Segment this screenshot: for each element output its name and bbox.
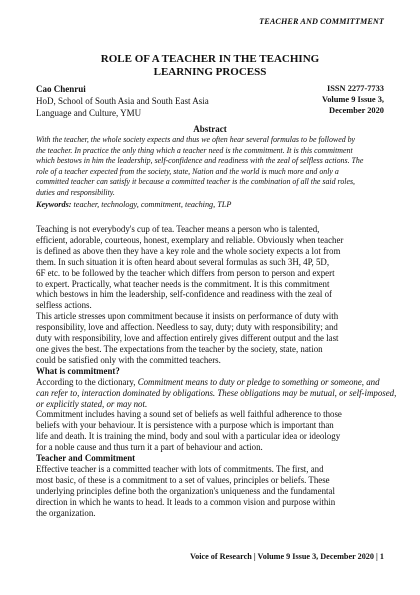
paragraph-intro bbox=[36, 224, 384, 311]
body-line: them. In such situation it is often heard about several formulas as such 3H, 4P, 5D, bbox=[36, 256, 330, 267]
body-line: This article stresses upon commitment because it insists on performance of duty with bbox=[36, 311, 339, 322]
body-line: selfless actions. bbox=[36, 300, 92, 311]
paragraph-effective-teacher bbox=[36, 464, 384, 519]
body-line: Effective teacher is a committed teacher with lots of commitments. The first, and bbox=[36, 463, 324, 474]
keywords-label: Keywords: bbox=[36, 200, 72, 209]
affiliation-line: Language and Culture, YMU bbox=[36, 108, 142, 118]
body-line: underlying principles define both the organization's uniqueness and the fundamental bbox=[36, 485, 335, 496]
abstract-line: which bestows in him the leadership, self-confidence and readiness with the zeal of selfless actions. The bbox=[36, 156, 364, 166]
running-head: TEACHER AND COMMITTMENT bbox=[259, 17, 384, 26]
issn: ISSN 2277-7733 bbox=[326, 84, 384, 93]
body-line bbox=[36, 399, 384, 410]
abstract-line: With the teacher, the whole society expects and thus we often hear several formulas to be followed by bbox=[36, 135, 356, 144]
affiliation-line: HoD, School of South Asia and South East Asia bbox=[36, 96, 209, 106]
body-line: the organization. bbox=[36, 507, 96, 518]
definition-quote: or explicitly stated, or may not. bbox=[36, 398, 148, 409]
paragraph-beliefs bbox=[36, 409, 384, 453]
body-line: life and death. It is training the mind, body and soul with a particular idea or ideology bbox=[36, 431, 341, 442]
abstract-heading: Abstract bbox=[193, 124, 227, 134]
body-line: Teaching is not everybody's cup of tea. Teacher means a person who is talented, bbox=[36, 224, 320, 234]
body-line: one gives the best. The expectations from the teacher by the society, state, nation bbox=[36, 343, 323, 354]
abstract-line: the teacher. In practice the only thing which a teacher need is the commitment. It is this commitment bbox=[36, 145, 353, 155]
abstract-line: duties and responsibility. bbox=[36, 187, 115, 197]
body-line: for a noble cause and thus turn it a part of behaviour and action. bbox=[36, 442, 263, 453]
abstract-line: role of a teacher expected from the society, state, Nation and the world is much more and only a bbox=[36, 166, 339, 176]
paragraph-stress bbox=[36, 311, 384, 366]
section-heading-commitment: What is commitment? bbox=[36, 365, 120, 376]
body-line: Commitment includes having a sound set of beliefs as well faithful adherence to those bbox=[36, 409, 342, 420]
body-line: which bestows in him the leadership, self-confidence and readiness with the zeal of bbox=[36, 289, 332, 300]
body-line bbox=[36, 387, 397, 399]
author-affiliation bbox=[36, 95, 266, 119]
body-line bbox=[36, 377, 384, 388]
paper-title bbox=[60, 53, 360, 79]
body-line: responsibility, love and affection. Needless to say, duty; duty with responsibility; and bbox=[36, 322, 338, 333]
body-line: direction in which he wants to head. It leads to a common vision and purpose within bbox=[36, 496, 336, 507]
definition-quote: Commitment means to duty or pledge to something or someone, and bbox=[137, 376, 380, 387]
section-heading-teacher-commitment: Teacher and Commitment bbox=[36, 453, 136, 464]
title-line: LEARNING PROCESS bbox=[153, 66, 267, 78]
abstract-line: committed teacher can satisfy it because a committed teacher is the combination of all the said roles, bbox=[36, 177, 355, 187]
body-line: to expert. Practically, what teacher needs is the commitment. It is this commitment bbox=[36, 278, 330, 289]
body-line: efficient, adorable, courteous, honest, exemplary and reliable. Obviously when teacher bbox=[36, 234, 344, 245]
title-line: ROLE OF A TEACHER IN THE TEACHING bbox=[100, 53, 320, 65]
page-footer: Voice of Research | Volume 9 Issue 3, December 2020 | 1 bbox=[189, 552, 384, 561]
body-line: duty with responsibility, love and affection entirely gives different output and the last bbox=[36, 333, 339, 344]
body-line: 6F etc. to be followed by the teacher which differs from person to person and expert bbox=[36, 267, 335, 278]
author-name: Cao Chenrui bbox=[36, 84, 86, 94]
definition-prefix: According to the dictionary, bbox=[36, 376, 138, 387]
body-line: is defined as above then they have a key role and the whole society expects a lot from bbox=[36, 245, 341, 256]
keywords-list: teacher, technology, commitment, teaching, TLP bbox=[71, 200, 232, 209]
journal-info bbox=[322, 83, 384, 117]
volume-issue: Volume 9 Issue 3, bbox=[321, 95, 384, 105]
body-line: could be satisfied only with the committed teachers. bbox=[36, 354, 221, 365]
article-body bbox=[36, 224, 397, 518]
definition-quote: can refer to, interaction dominated by obligations. These obligations may be mutual, or self-imposed, bbox=[36, 387, 397, 398]
author-block bbox=[36, 83, 266, 119]
keywords bbox=[36, 200, 384, 211]
issue-date: December 2020 bbox=[329, 106, 384, 116]
paragraph-definition bbox=[36, 376, 397, 410]
body-line: beliefs with your behaviour. It is persistence with a purpose which is important than bbox=[36, 420, 334, 431]
body-line: most basic, of these is a commitment to a set of values, principles or beliefs. These bbox=[36, 474, 330, 485]
abstract-text bbox=[36, 135, 384, 199]
